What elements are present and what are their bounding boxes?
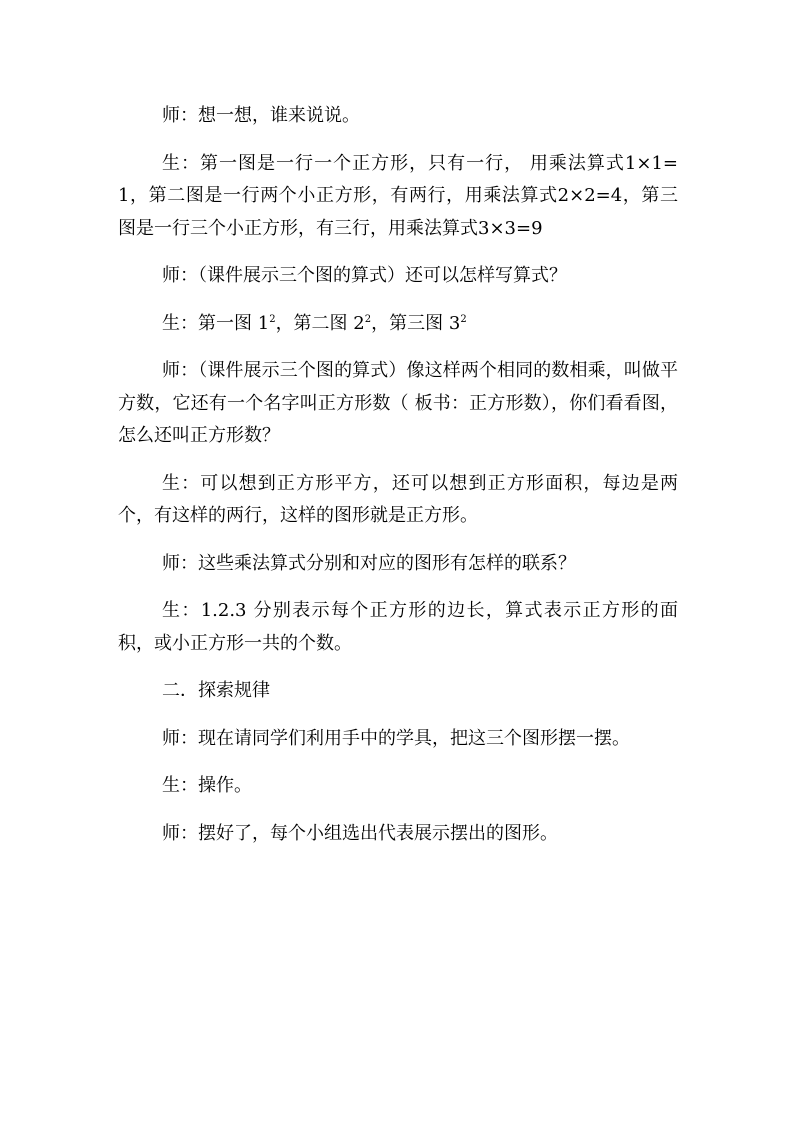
powers-mid-1: ，第二图 2 <box>275 312 365 334</box>
powers-mid-2: ，第三图 3 <box>371 312 461 334</box>
paragraph-teacher-present: 师：摆好了，每个小组选出代表展示摆出的图形。 <box>162 822 558 844</box>
powers-prefix: 生：第一图 1 <box>162 312 270 334</box>
paragraph-teacher-question-formula: 师：（课件展示三个图的算式）还可以怎样写算式？ <box>162 265 567 286</box>
paragraph-student-operate: 生：操作。 <box>162 775 252 796</box>
paragraph-teacher-relation-question: 师：这些乘法算式分别和对应的图形有怎样的联系？ <box>162 552 576 574</box>
paragraph-student-answer-squares: 生：第一图是一行一个正方形，只有一行， 用乘法算式1×1=1，第二图是一行两个小正方形，有两行，用乘法算式2×2=4，第三图是一行三个小正方形，有三行，用乘法算式3×3=9 <box>118 152 678 239</box>
paragraph-teacher-arrange: 师：现在请同学们利用手中的学具，把这三个图形摆一摆。 <box>162 727 630 749</box>
superscript-1: 2 <box>269 313 276 325</box>
paragraph-student-square-area: 生：可以想到正方形平方，还可以想到正方形面积，每边是两个，有这样的两行，这样的图形就是正方形。 <box>118 472 678 526</box>
paragraph-student-side-length: 生：1.2.3 分别表示每个正方形的边长，算式表示正方形的面积，或小正方形一共的个数。 <box>118 600 678 654</box>
paragraph-teacher-prompt: 师：想一想，谁来说说。 <box>162 105 360 126</box>
paragraph-teacher-square-numbers: 师：（课件展示三个图的算式）像这样两个相同的数相乘，叫做平方数，它还有一个名字叫正方形数（ 板书：正方形数），你们看看图，怎么还叫正方形数？ <box>118 360 678 446</box>
superscript-2: 2 <box>364 313 372 325</box>
paragraph-student-powers <box>118 308 678 341</box>
superscript-3: 2 <box>460 313 467 325</box>
document-page <box>118 100 678 865</box>
section-heading-explore-rules: 二．探索规律 <box>162 680 270 701</box>
